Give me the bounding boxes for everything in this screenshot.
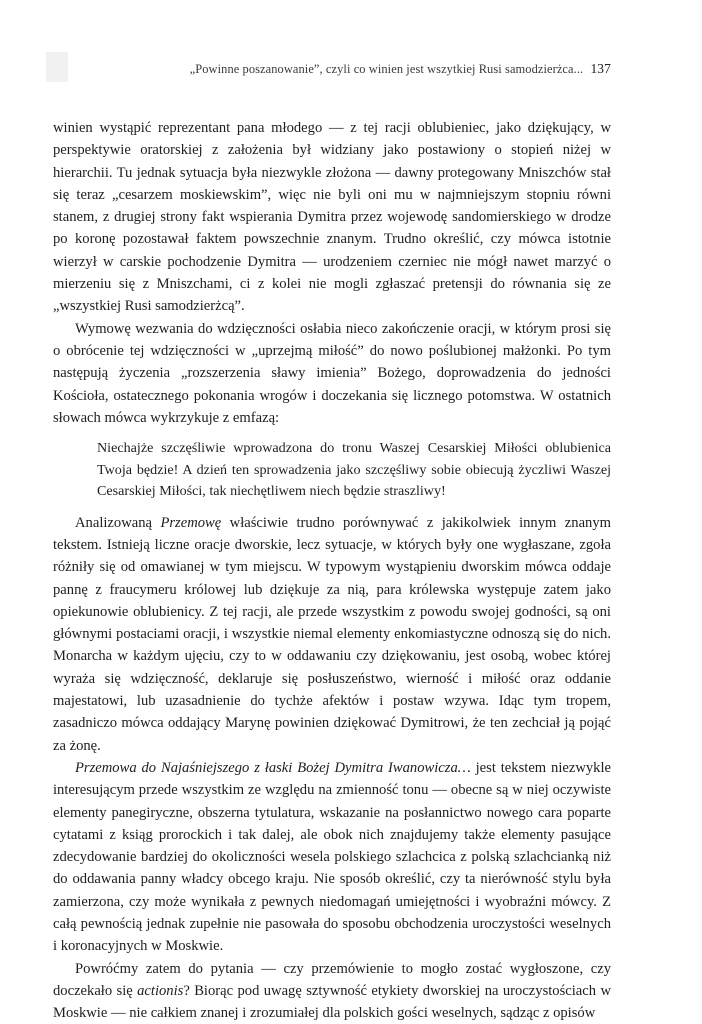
paragraph-4-text: jest tekstem niezwykle interesującym przede wszystkim ze względu na zmienność tonu — obecne są w niej oczywiste elementy panegiryczne, obszerna tytulatura, wskazanie na posłannictwo nowego cara poparte cytatami z ksiąg prorockich i tak dalej, ale obok nich znajdujemy także elementy pasujące zdecydowanie bardziej do okoliczności wesela polskiego szlachcica z polską szlachcianką niż do oddawania panny władcy obcego kraju. Nie sposób określić, czy ta nierówność stylu była zamierzona, czy może wynikała z pewnych niedomagań umiejętności i wyobraźni mówcy. Z całą pewnością jednak zupełnie nie pasowała do sposobu obchodzenia uroczystości weselnych i koronacyjnych w Moskwie. (53, 759, 611, 955)
paragraph-2 (53, 318, 611, 429)
page-number: 137 (590, 61, 611, 76)
running-head-title: „Powinne poszanowanie”, czyli co winien jest wszytkiej Rusi samodzierżca... (189, 62, 584, 76)
body-text (53, 117, 611, 1024)
paragraph-1 (53, 117, 611, 318)
block-quote-text: Niechajże szczęśliwie wprowadzona do tronu Waszej Cesarskiej Miłości oblubienica Twoja będzie! A dzień ten sprowadzenia jako szczęśliwy sobie obiecują życzliwi Waszej Cesarskiej Miłości, tak niechętliwem niech będzie straszliwy! (97, 440, 611, 500)
paragraph-3-text-cont: właściwie trudno porównywać z jakikolwiek innym znanym tekstem. Istnieją liczne oracje dworskie, lecz sytuacje, w których były one wygłaszane, zgoła różniły się od omawianej w tym miejscu. W typowym wystąpieniu dworskim mówca oddaje pannę z fraucymeru królowej lub dziękuje za nią, para królewska występuje zatem jako opiekunowie oblubienicy. Z tej racji, ale przede wszystkim z powodu swojej godności, są oni głównymi postaciami oracji, i wszystkie niemal elementy enkomiastyczne odnoszą się do nich. Monarcha w każdym ujęciu, czy to w oddawaniu czy dziękowaniu, jest osobą, wobec której wyraża się wdzięczność, deklaruje się posłuszeństwo, wierność i miłość oraz oddanie majestatowi, lub uzasadnienie do tychże afektów i postaw wzywa. Idąc tym tropem, zasadniczo mówca oddający Marynę powinien dziękować Dymitrowi, że ten zechciał ją pojąć za żonę. (53, 514, 612, 754)
paragraph-4 (53, 757, 611, 958)
paragraph-3 (53, 512, 611, 757)
running-head (100, 61, 611, 77)
paragraph-5-text-cont: ? Biorąc pod uwagę sztywność etykiety dworskiej na uroczystościach w Moskwie — nie całkiem znanej i zrozumiałej dla polskich gości weselnych, sądząc z opisów (53, 982, 611, 1022)
scan-shadow-mark (46, 52, 68, 82)
paragraph-2-text: Wymowę wezwania do wdzięczności osłabia nieco zakończenie oracji, w którym prosi się o obrócenie tej wdzięczności w „uprzejmą miłość” do nowo poślubionej małżonki. Po tym następują życzenia „rozszerzenia sławy imienia” Bożego, doprowadzenia do jedności Kościoła, ostatecznego pokonania wrogów i doczekania się licznego potomstwa. W ostatnich słowach mówca wykrzykuje z emfazą: (53, 320, 611, 426)
paragraph-1-text: winien wystąpić reprezentant pana młodego — z tej racji oblubieniec, jako dziękujący, w perspektywie oratorskiej z założenia był widziany jako postawiony o stopień niżej w hierarchii. Tu jednak sytuacja była niezwykle złożona — dawny protegowany Mniszchów stał się teraz „cesarzem moskiewskim”, więc nie byli oni mu w najmniejszym stopniu równi stanem, z drugiej strony fakt wspierania Dymitra przez wojewodę sandomierskiego w drodze po koronę pozostawał faktem powszechnie znanym. Trudno określić, czy mówca istotnie wierzył w carskie pochodzenie Dymitra — urodzeniem czerniec nie mógł nawet marzyć o mierzeniu się z Mniszchami, ci z kolei nie mogli zgłaszać pretensji do równania się ze „wszystkiej Rusi samodzierżcą”. (53, 120, 611, 315)
block-quote (97, 438, 611, 503)
italic-title-przemowa: Przemowa do Najaśniejszego z łaski Bożej Dymitra Iwanowicza… (75, 759, 471, 776)
paragraph-3-text: Analizowaną (75, 514, 161, 531)
italic-title-przemowe: Przemowę (160, 514, 222, 531)
italic-term-actionis: actionis (137, 982, 184, 999)
paragraph-5-text: Powróćmy zatem do pytania — czy przemówienie to mogło zostać wygłoszone, czy doczekało się (53, 960, 611, 999)
paragraph-5 (53, 958, 611, 1024)
